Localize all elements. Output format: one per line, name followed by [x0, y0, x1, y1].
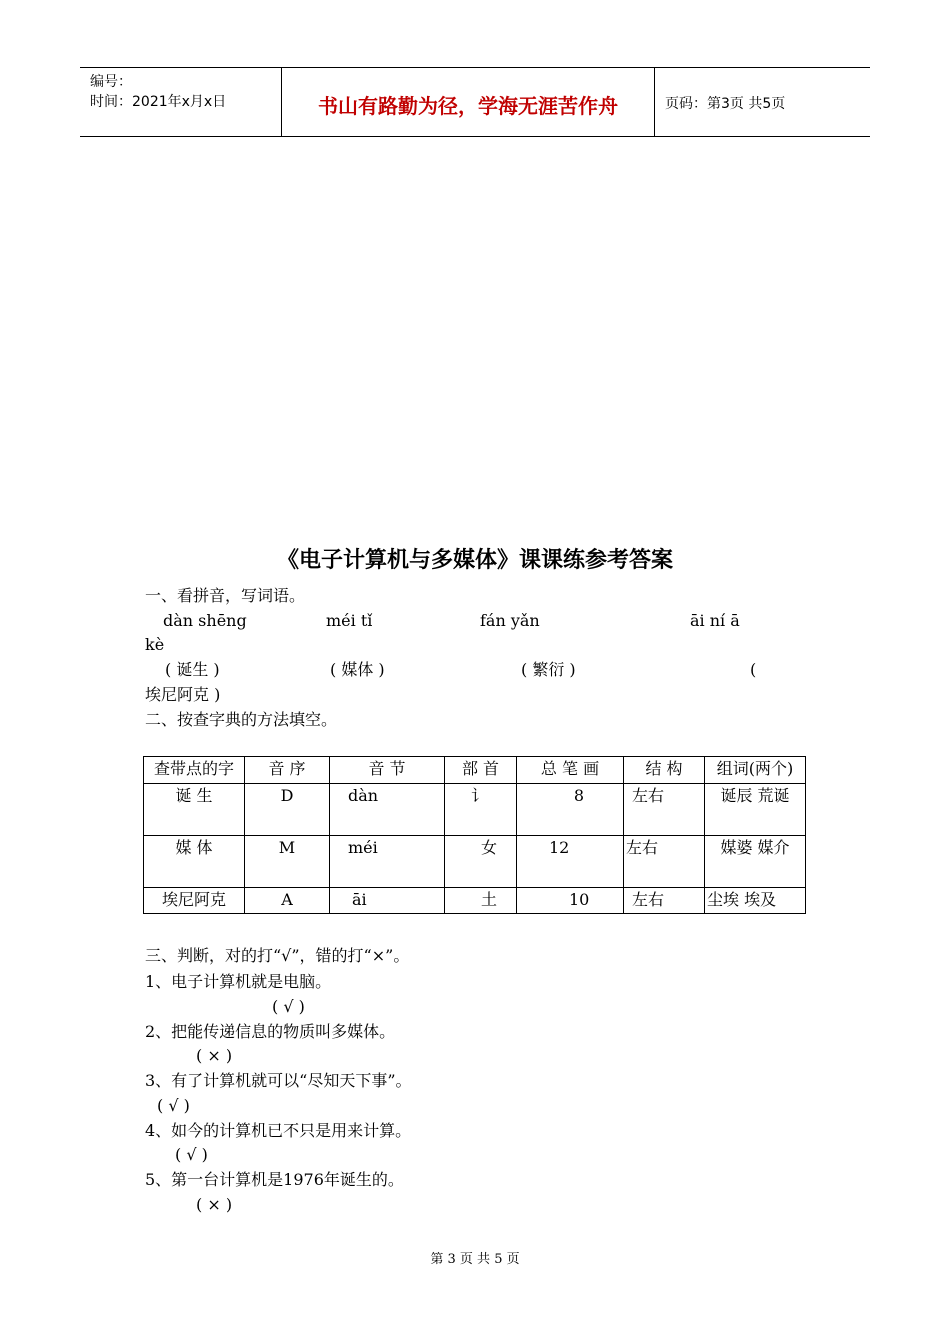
judge-answer-1: ( √ )	[272, 997, 305, 1016]
table-row	[144, 836, 806, 888]
header-meta	[90, 72, 226, 112]
section3-heading: 三、判断，对的打“√”，错的打“×”。	[145, 946, 410, 965]
table-header-row	[144, 757, 806, 784]
column-header: 部 首	[445, 757, 517, 784]
answer-2: ( 媒体 )	[330, 660, 385, 679]
pinyin-2: méi tǐ	[326, 611, 373, 630]
table-cell: 左右	[624, 784, 705, 836]
section2-heading: 二、按查字典的方法填空。	[145, 710, 338, 729]
header-motto: 书山有路勤为径，学海无涯苦作舟	[318, 94, 618, 118]
time-label: 时间：2021年x月x日	[90, 94, 227, 110]
page-title: 《电子计算机与多媒体》课课练参考答案	[276, 547, 673, 573]
page-header	[80, 67, 870, 137]
table-cell: āi	[330, 888, 445, 914]
column-header: 音 序	[245, 757, 330, 784]
answer-4: (	[750, 660, 757, 679]
header-page-label: 页码：第3页 共5页	[665, 96, 786, 112]
judge-question-5: 5、第一台计算机是1976年诞生的。	[145, 1170, 404, 1189]
table-cell: 12	[517, 836, 624, 888]
pinyin-1: dàn shēng	[163, 611, 247, 630]
table-cell: D	[245, 784, 330, 836]
table-row	[144, 888, 806, 914]
column-header: 总 笔 画	[517, 757, 624, 784]
page-footer: 第 3 页 共 5 页	[430, 1252, 520, 1267]
answer-4-cont: 埃尼阿克 )	[145, 685, 221, 704]
column-header: 组词(两个)	[705, 757, 806, 784]
table-cell: 诞辰 荒诞	[705, 784, 806, 836]
pinyin-4-cont: kè	[145, 635, 165, 654]
header-divider	[654, 68, 655, 136]
section1-heading: 一、看拼音，写词语。	[145, 586, 306, 605]
table-cell: méi	[330, 836, 445, 888]
table-cell: 媒婆 媒介	[705, 836, 806, 888]
pinyin-3: fán yǎn	[480, 611, 540, 630]
judge-question-1: 1、电子计算机就是电脑。	[145, 972, 332, 991]
table-cell: 土	[445, 888, 517, 914]
answer-3: ( 繁衍 )	[521, 660, 576, 679]
column-header: 查带点的字	[144, 757, 245, 784]
judge-answer-3: ( √ )	[157, 1096, 190, 1115]
judge-answer-5: ( × )	[196, 1195, 233, 1214]
table-cell: A	[245, 888, 330, 914]
table-cell: 10	[517, 888, 624, 914]
number-label: 编号：	[90, 74, 132, 90]
table-cell: 讠	[445, 784, 517, 836]
dictionary-table	[143, 756, 806, 914]
table-cell: 左右	[624, 836, 705, 888]
answer-1: ( 诞生 )	[165, 660, 220, 679]
table-cell: 诞 生	[144, 784, 245, 836]
judge-question-2: 2、把能传递信息的物质叫多媒体。	[145, 1022, 396, 1041]
judge-question-3: 3、有了计算机就可以“尽知天下事”。	[145, 1071, 412, 1090]
judge-question-4: 4、如今的计算机已不只是用来计算。	[145, 1121, 412, 1140]
judge-answer-4: ( √ )	[175, 1145, 208, 1164]
table-cell: 左右	[624, 888, 705, 914]
table-cell: 尘埃 埃及	[705, 888, 806, 914]
table-row	[144, 784, 806, 836]
pinyin-4: āi ní ā	[690, 611, 740, 630]
table-cell: 女	[445, 836, 517, 888]
column-header: 结 构	[624, 757, 705, 784]
column-header: 音 节	[330, 757, 445, 784]
table-cell: 8	[517, 784, 624, 836]
table-cell: M	[245, 836, 330, 888]
table-cell: 埃尼阿克	[144, 888, 245, 914]
table-cell: 媒 体	[144, 836, 245, 888]
judge-answer-2: ( × )	[196, 1046, 233, 1065]
table-cell: dàn	[330, 784, 445, 836]
